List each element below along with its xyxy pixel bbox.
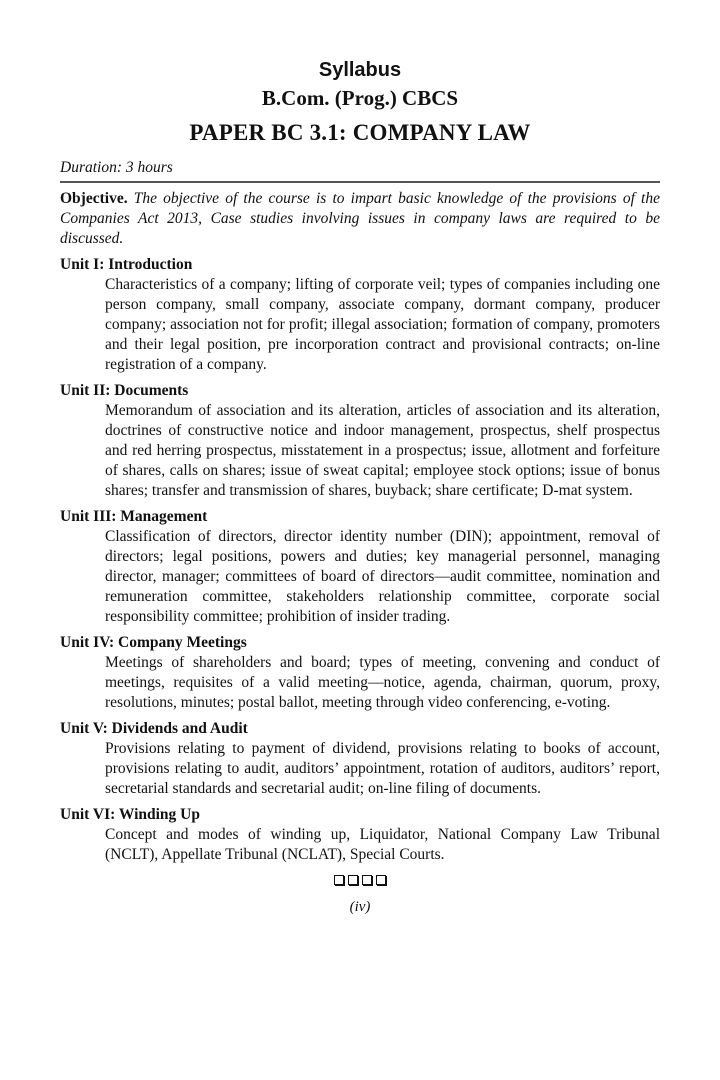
unit-title: Unit V: Dividends and Audit xyxy=(60,720,248,737)
unit-title: Unit I: Introduction xyxy=(60,256,193,273)
unit-title: Unit III: Management xyxy=(60,508,208,525)
unit-1 xyxy=(60,255,660,375)
course-heading: B.Com. (Prog.) CBCS xyxy=(261,86,459,110)
unit-body: Provisions relating to payment of dividend, provisions relating to books of account, provisions relating to audit, auditors’ appointment, rotation of auditors, auditors’ report, secretarial standards and secretarial audit; on-line filing of documents. xyxy=(105,740,660,797)
unit-body: Characteristics of a company; lifting of corporate veil; types of companies including one person company, small company, associate company, dormant company, producer company; association not for profit; illegal association; formation of company, promoters and their legal position, pre incorporation contract and provisional contracts; on-line registration of a company. xyxy=(105,276,660,373)
unit-body: Memorandum of association and its alteration, articles of association and its alteration, doctrines of constructive notice and indoor management, prospectus, shelf prospectus and red herring prospectus, misstatement in a prospectus; issue, allotment and forfeiture of shares, calls on shares; issue of sweat capital; employee stock options; issue of bonus shares; transfer and transmission of shares, buyback; share certificate; D-mat system. xyxy=(105,402,660,499)
objective-label: Objective. xyxy=(60,190,128,207)
syllabus-page xyxy=(60,56,660,917)
page-number: (iv) xyxy=(349,899,371,915)
unit-title: Unit IV: Company Meetings xyxy=(60,634,247,651)
box-icon xyxy=(376,875,386,885)
box-icon xyxy=(334,875,344,885)
unit-2 xyxy=(60,381,660,501)
unit-title: Unit II: Documents xyxy=(60,382,189,399)
paper-title: PAPER BC 3.1: COMPANY LAW xyxy=(189,120,531,145)
unit-body: Classification of directors, director identity number (DIN); appointment, removal of directors; legal positions, powers and duties; key managerial personnel, managing director, manager; committees of board of directors—audit committee, nomination and remuneration committee, stakeholders relationship committee, corporate social responsibility committee; prohibition of insider trading. xyxy=(105,528,660,625)
end-ornament-icon xyxy=(60,869,660,889)
box-icon xyxy=(362,875,372,885)
unit-title: Unit VI: Winding Up xyxy=(60,806,200,823)
objective-text: The objective of the course is to impart basic knowledge of the provisions of the Companies Act 2013, Case studies involving issues in company laws are required to be discussed. xyxy=(60,190,660,247)
unit-5 xyxy=(60,719,660,799)
unit-body: Meetings of shareholders and board; types of meeting, convening and conduct of meetings, requisites of a valid meeting—notice, agenda, chairman, quorum, proxy, resolutions, minutes; postal ballot, meeting through video conferencing, e-voting. xyxy=(105,654,660,711)
unit-6 xyxy=(60,805,660,865)
syllabus-heading: Syllabus xyxy=(318,59,402,81)
duration-line: Duration: 3 hours xyxy=(60,158,660,183)
unit-body: Concept and modes of winding up, Liquidator, National Company Law Tribunal (NCLT), Appellate Tribunal (NCLAT), Special Courts. xyxy=(105,826,660,863)
unit-4 xyxy=(60,633,660,713)
box-icon xyxy=(348,875,358,885)
unit-3 xyxy=(60,507,660,627)
objective-paragraph xyxy=(60,189,660,249)
